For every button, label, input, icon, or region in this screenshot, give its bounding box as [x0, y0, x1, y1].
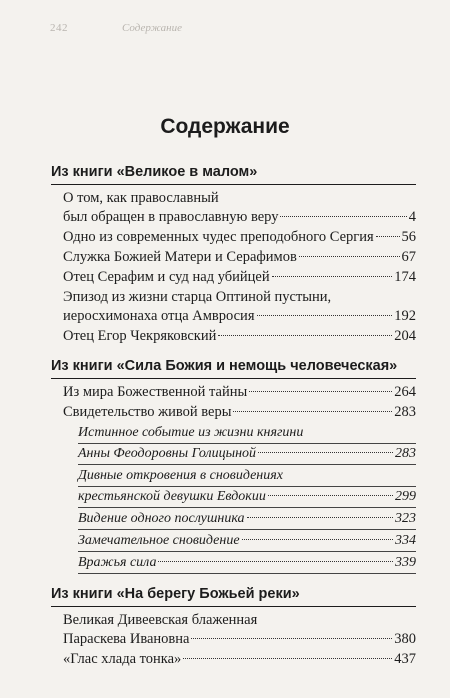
dot-leader [299, 256, 400, 257]
entry-title: Дивные откровения в сновидениях [78, 468, 283, 483]
entry-title: Отец Егор Чекряковский [63, 328, 217, 344]
toc-entry[interactable] [51, 383, 416, 402]
toc-entry[interactable] [51, 403, 416, 422]
entry-title: иеросхимонаха отца Амвросия [63, 308, 255, 324]
toc-entry[interactable] [51, 650, 416, 669]
entry-page-number: 174 [394, 269, 416, 285]
entry-page-number: 437 [394, 651, 416, 667]
entry-page-number: 339 [395, 555, 416, 570]
dot-leader [242, 539, 393, 540]
entry-title: Одно из современных чудес преподобного Сергия [63, 229, 374, 245]
toc-entry[interactable] [51, 327, 416, 346]
entry-page-number: 380 [394, 631, 416, 647]
toc-entry[interactable] [51, 268, 416, 287]
dot-leader [280, 216, 406, 217]
page-title: Содержание [160, 115, 290, 138]
dot-leader [191, 638, 392, 639]
entry-title: Эпизод из жизни старца Оптиной пустыни, [63, 289, 332, 305]
page-number: 242 [50, 22, 68, 34]
entry-page-number: 323 [395, 511, 416, 526]
toc-entry[interactable] [51, 288, 416, 326]
entry-title: Замечательное сновидение [78, 533, 240, 548]
entry-page-number: 264 [394, 384, 416, 400]
entry-title: Истинное событие из жизни княгини [78, 425, 304, 440]
entry-page-number: 204 [394, 328, 416, 344]
dot-leader [233, 411, 392, 412]
entry-title: Параскева Ивановна [63, 631, 190, 647]
entry-title: крестьянской девушки Евдокии [78, 489, 266, 504]
entry-page-number: 67 [401, 249, 416, 265]
entry-page-number: 56 [401, 229, 416, 245]
section-heading: Из книги «Сила Божия и немощь человеческая» [51, 354, 416, 379]
entry-title: «Глас хлада тонка» [63, 651, 182, 667]
entry-title: Анны Феодоровны Голицыной [78, 446, 257, 461]
running-head: Содержание [122, 22, 183, 34]
section-heading: Из книги «Великое в малом» [51, 160, 416, 185]
toc-subentry[interactable] [51, 531, 416, 552]
entry-page-number: 192 [394, 308, 416, 324]
entry-page-number: 283 [395, 446, 416, 461]
toc-subentry[interactable] [51, 509, 416, 530]
entry-title: Видение одного послушника [78, 511, 245, 526]
entry-title: Из мира Божественной тайны [63, 384, 248, 400]
toc-entry[interactable] [51, 228, 416, 247]
entry-title: О том, как православный [63, 190, 219, 206]
dot-leader [257, 315, 393, 316]
entry-page-number: 4 [408, 209, 416, 225]
entry-title: был обращен в православную веру [63, 209, 279, 225]
section-heading: Из книги «На берегу Божьей реки» [51, 582, 416, 607]
entry-page-number: 283 [394, 404, 416, 420]
entry-title: Служка Божией Матери и Серафимов [63, 249, 297, 265]
dot-leader [218, 335, 392, 336]
dot-leader [183, 658, 392, 659]
dot-leader [268, 495, 393, 496]
dot-leader [249, 391, 392, 392]
toc-entry[interactable] [51, 611, 416, 649]
dot-leader [258, 452, 393, 453]
dot-leader [272, 276, 393, 277]
toc-subentry[interactable] [51, 466, 416, 508]
toc-subentry[interactable] [51, 553, 416, 574]
table-of-contents [51, 160, 416, 670]
dot-leader [158, 561, 393, 562]
entry-title: Вражья сила [78, 555, 157, 570]
dot-leader [376, 236, 400, 237]
entry-title: Отец Серафим и суд над убийцей [63, 269, 270, 285]
dot-leader [247, 517, 393, 518]
entry-title: Свидетельство живой веры [63, 404, 232, 420]
toc-entry[interactable] [51, 248, 416, 267]
entry-title: Великая Дивеевская блаженная [63, 612, 258, 628]
toc-entry[interactable] [51, 189, 416, 227]
toc-subentry[interactable] [51, 423, 416, 465]
entry-page-number: 334 [395, 533, 416, 548]
entry-page-number: 299 [395, 489, 416, 504]
